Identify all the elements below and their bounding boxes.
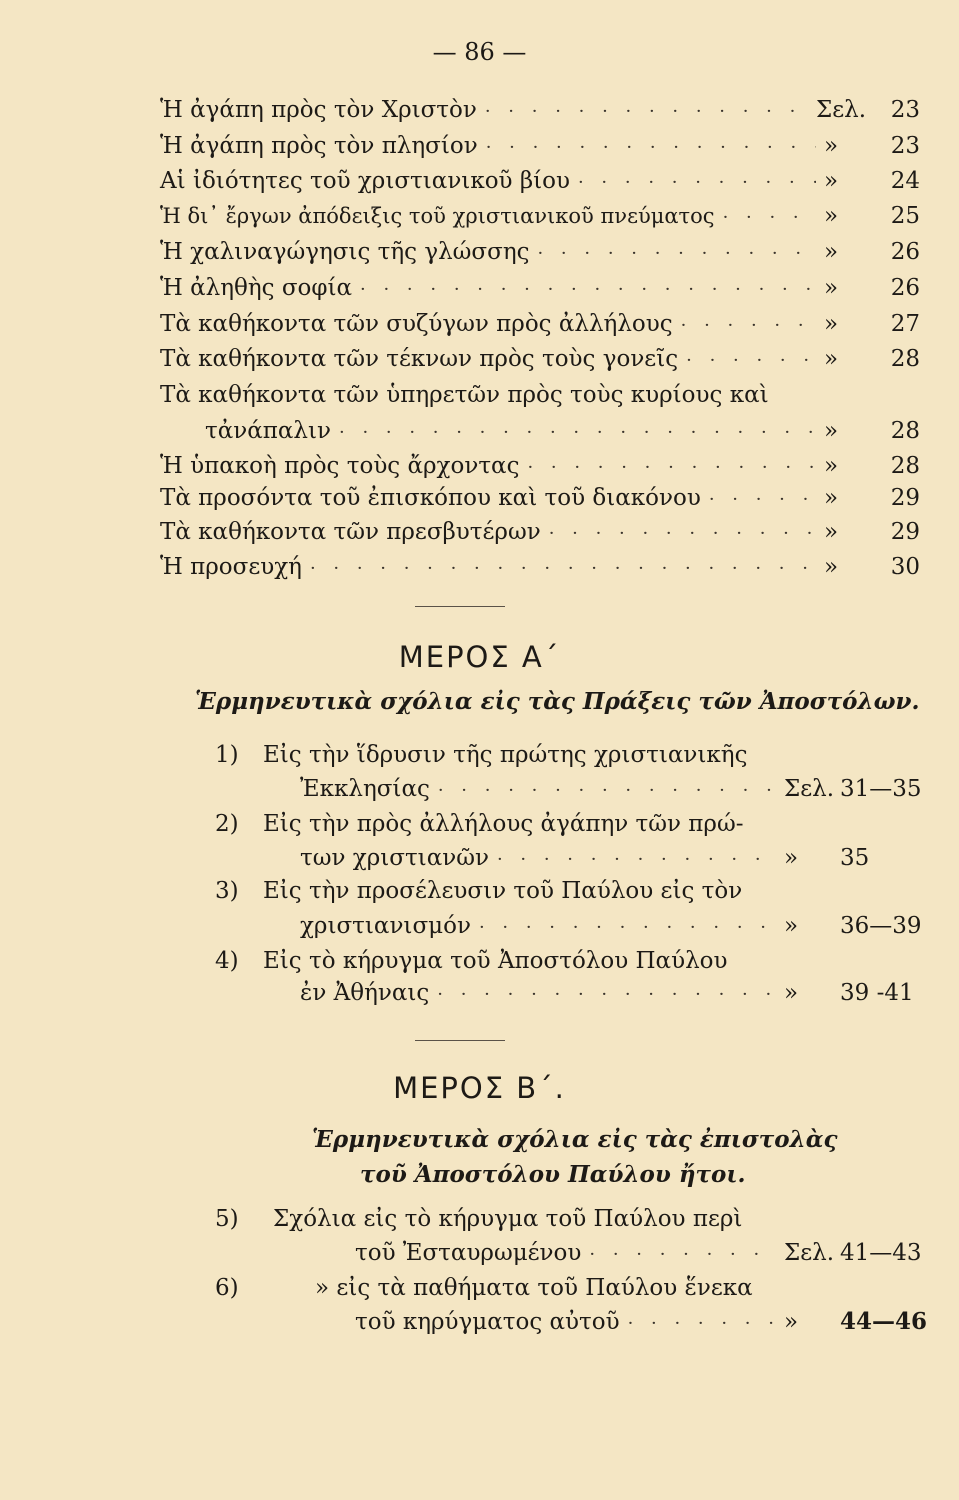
toc-entry-mark: »	[824, 203, 839, 229]
toc-entry-mark: »	[824, 346, 839, 372]
toc-entry-title: Ἡ ἀληθὴς σοφία	[160, 275, 353, 301]
item-mark: Σελ.	[784, 776, 835, 802]
item-text-cont: τοῦ κηρύγματος αὐτοῦ	[355, 1309, 620, 1335]
part-a-subtitle: Ἑρμηνευτικὰ σχόλια εἰς τὰς Πράξεις τῶν Ἀποστόλων.	[195, 688, 920, 715]
part-b-subtitle-line1: Ἑρμηνευτικὰ σχόλια εἰς τὰς ἐπιστολὰς	[312, 1126, 838, 1153]
toc-entry-title: Ἡ χαλιναγώγησις τῆς γλώσσης	[160, 239, 530, 265]
item-pages: 36—39	[840, 913, 922, 939]
item-mark: »	[784, 845, 799, 871]
toc-entry-mark: »	[824, 275, 839, 301]
part-a-item-1	[215, 740, 747, 770]
toc-entry-page: 23	[890, 97, 920, 123]
toc-entry-page: 28	[890, 418, 920, 444]
toc-entry-page: 27	[890, 311, 920, 337]
part-a-heading: ΜΕΡΟΣ Α΄	[398, 640, 561, 674]
part-a-item-3	[215, 876, 742, 906]
item-text: Σχόλια εἰς τὸ κήρυγμα τοῦ Παύλου περὶ	[273, 1206, 743, 1232]
toc-entry-mark: »	[824, 485, 839, 511]
toc-entry-title: Τὰ προσόντα τοῦ ἐπισκόπου καὶ τοῦ διακόνου	[160, 485, 701, 511]
toc-entry	[160, 517, 920, 549]
toc-entry	[160, 273, 920, 305]
toc-entry-title: Αἱ ἰδιότητες τοῦ χριστιανικοῦ βίου	[160, 168, 570, 194]
toc-entry-page: 24	[890, 168, 920, 194]
item-number: 2)	[215, 811, 239, 837]
part-b-item-5	[215, 1204, 742, 1234]
toc-entry-title: Ἡ προσευχή	[160, 554, 302, 580]
part-b-heading: ΜΕΡΟΣ Β΄.	[393, 1071, 566, 1105]
leader-dots	[339, 418, 816, 448]
toc-entry-page: 29	[890, 485, 920, 511]
toc-entry	[160, 552, 920, 584]
item-pages: 41—43	[840, 1240, 922, 1266]
leader-dots	[537, 239, 816, 269]
leader-dots	[628, 1309, 776, 1339]
item-text-cont: χριστιανισμόν	[300, 913, 471, 939]
leader-dots	[578, 168, 816, 198]
toc-entry-continuation: τἀνάπαλιν	[205, 418, 331, 444]
item-pages: 39 -41	[840, 980, 914, 1006]
item-text: Εἰς τὴν ἵδρυσιν τῆς πρώτης χριστιανικῆς	[263, 742, 748, 768]
part-a-item-4	[215, 946, 727, 976]
item-text: » εἰς τὰ παθήματα τοῦ Παύλου ἕνεκα	[315, 1275, 753, 1301]
item-pages: 31—35	[840, 776, 922, 802]
toc-entry	[160, 483, 920, 515]
toc-entry-title: Ἡ ὑπακοὴ πρὸς τοὺς ἄρχοντας	[160, 453, 520, 479]
leader-dots	[709, 485, 816, 515]
part-a-item-3-cont	[300, 911, 940, 943]
toc-entry-title: Τὰ καθήκοντα τῶν ὑπηρετῶν πρὸς τοὺς κυρίους καὶ	[160, 382, 769, 408]
toc-entry-page: 23	[890, 133, 920, 159]
item-text-cont: των χριστιανῶν	[300, 845, 489, 871]
item-text: Εἰς τὸ κήρυγμα τοῦ Ἀποστόλου Παύλου	[263, 948, 728, 974]
section-divider	[415, 606, 505, 607]
toc-entry-mark: »	[824, 554, 839, 580]
toc-entry-title: Τὰ καθήκοντα τῶν πρεσβυτέρων	[160, 519, 541, 545]
leader-dots	[681, 311, 816, 341]
toc-entry	[205, 416, 920, 448]
toc-entry-page: 29	[890, 519, 920, 545]
item-mark: »	[784, 1309, 799, 1335]
item-text: Εἰς τὴν προσέλευσιν τοῦ Παύλου εἰς τὸν	[263, 878, 743, 904]
part-b-item-6	[215, 1273, 753, 1303]
item-mark: »	[784, 913, 799, 939]
toc-entry-title: Ἡ ἀγάπη πρὸς τὸν πλησίον	[160, 133, 478, 159]
toc-entry-page: 26	[890, 239, 920, 265]
leader-dots	[485, 97, 808, 127]
toc-entry	[160, 131, 920, 163]
toc-entry-mark: »	[824, 519, 839, 545]
leader-dots	[479, 913, 776, 943]
leader-dots	[486, 133, 816, 163]
item-pages: 35	[840, 845, 870, 871]
part-b-item-5-cont	[355, 1238, 940, 1270]
leader-dots	[497, 845, 776, 875]
leader-dots	[686, 346, 816, 376]
toc-entry-mark: Σελ.	[816, 97, 867, 123]
toc-entry	[160, 95, 920, 127]
page-number: — 86 —	[432, 38, 527, 66]
toc-entry	[160, 451, 920, 483]
part-b-item-6-cont	[355, 1307, 940, 1339]
part-a-item-2-cont	[300, 843, 940, 875]
leader-dots	[438, 776, 776, 806]
toc-entry-title: Ἡ δι᾽ ἔργων ἀπόδειξις τοῦ χριστιανικοῦ πνεύματος	[160, 204, 715, 228]
leader-dots	[723, 203, 816, 233]
toc-entry-mark: »	[824, 453, 839, 479]
toc-entry	[160, 237, 920, 269]
toc-entry-mark: »	[824, 168, 839, 194]
item-mark: Σελ.	[784, 1240, 835, 1266]
toc-entry-page: 26	[890, 275, 920, 301]
toc-entry-title: Τὰ καθήκοντα τῶν τέκνων πρὸς τοὺς γονεῖς	[160, 346, 679, 372]
toc-entry-page: 30	[890, 554, 920, 580]
toc-entry-mark: »	[824, 133, 839, 159]
leader-dots	[527, 453, 816, 483]
toc-entry	[160, 166, 920, 198]
toc-entry-title: Τὰ καθήκοντα τῶν συζύγων πρὸς ἀλλήλους	[160, 311, 673, 337]
item-number: 3)	[215, 878, 239, 904]
toc-entry	[160, 309, 920, 341]
toc-entry-page: 25	[890, 203, 920, 229]
toc-entry-mark: »	[824, 418, 839, 444]
item-number: 5)	[215, 1206, 239, 1232]
item-text-cont: ἐν Ἀθήναις	[300, 980, 430, 1006]
part-a-item-4-cont	[300, 978, 940, 1010]
item-mark: »	[784, 980, 799, 1006]
item-text-cont: Ἐκκλησίας	[300, 776, 430, 802]
part-a-item-1-cont	[300, 774, 940, 806]
toc-entry-page: 28	[890, 453, 920, 479]
toc-entry-mark: »	[824, 311, 839, 337]
toc-entry-page: 28	[890, 346, 920, 372]
leader-dots	[437, 980, 776, 1010]
item-text: Εἰς τὴν πρὸς ἀλλήλους ἀγάπην τῶν πρώ-	[263, 811, 744, 837]
part-a-item-2	[215, 809, 743, 839]
item-number: 6)	[215, 1275, 239, 1301]
section-divider	[415, 1040, 505, 1041]
item-pages: 44—46	[840, 1308, 928, 1335]
item-text-cont: τοῦ Ἐσταυρωμένου	[355, 1240, 582, 1266]
item-number: 1)	[215, 742, 239, 768]
leader-dots	[549, 519, 816, 549]
toc-entry-title: Ἡ ἀγάπη πρὸς τὸν Χριστὸν	[160, 97, 477, 123]
toc-entry	[160, 201, 920, 233]
leader-dots	[589, 1240, 776, 1270]
item-number: 4)	[215, 948, 239, 974]
part-b-subtitle-line2: τοῦ Ἀποστόλου Παύλου ἤτοι.	[360, 1161, 746, 1188]
toc-entry	[160, 344, 920, 376]
leader-dots	[310, 554, 816, 584]
leader-dots	[360, 275, 816, 305]
toc-entry-mark: »	[824, 239, 839, 265]
